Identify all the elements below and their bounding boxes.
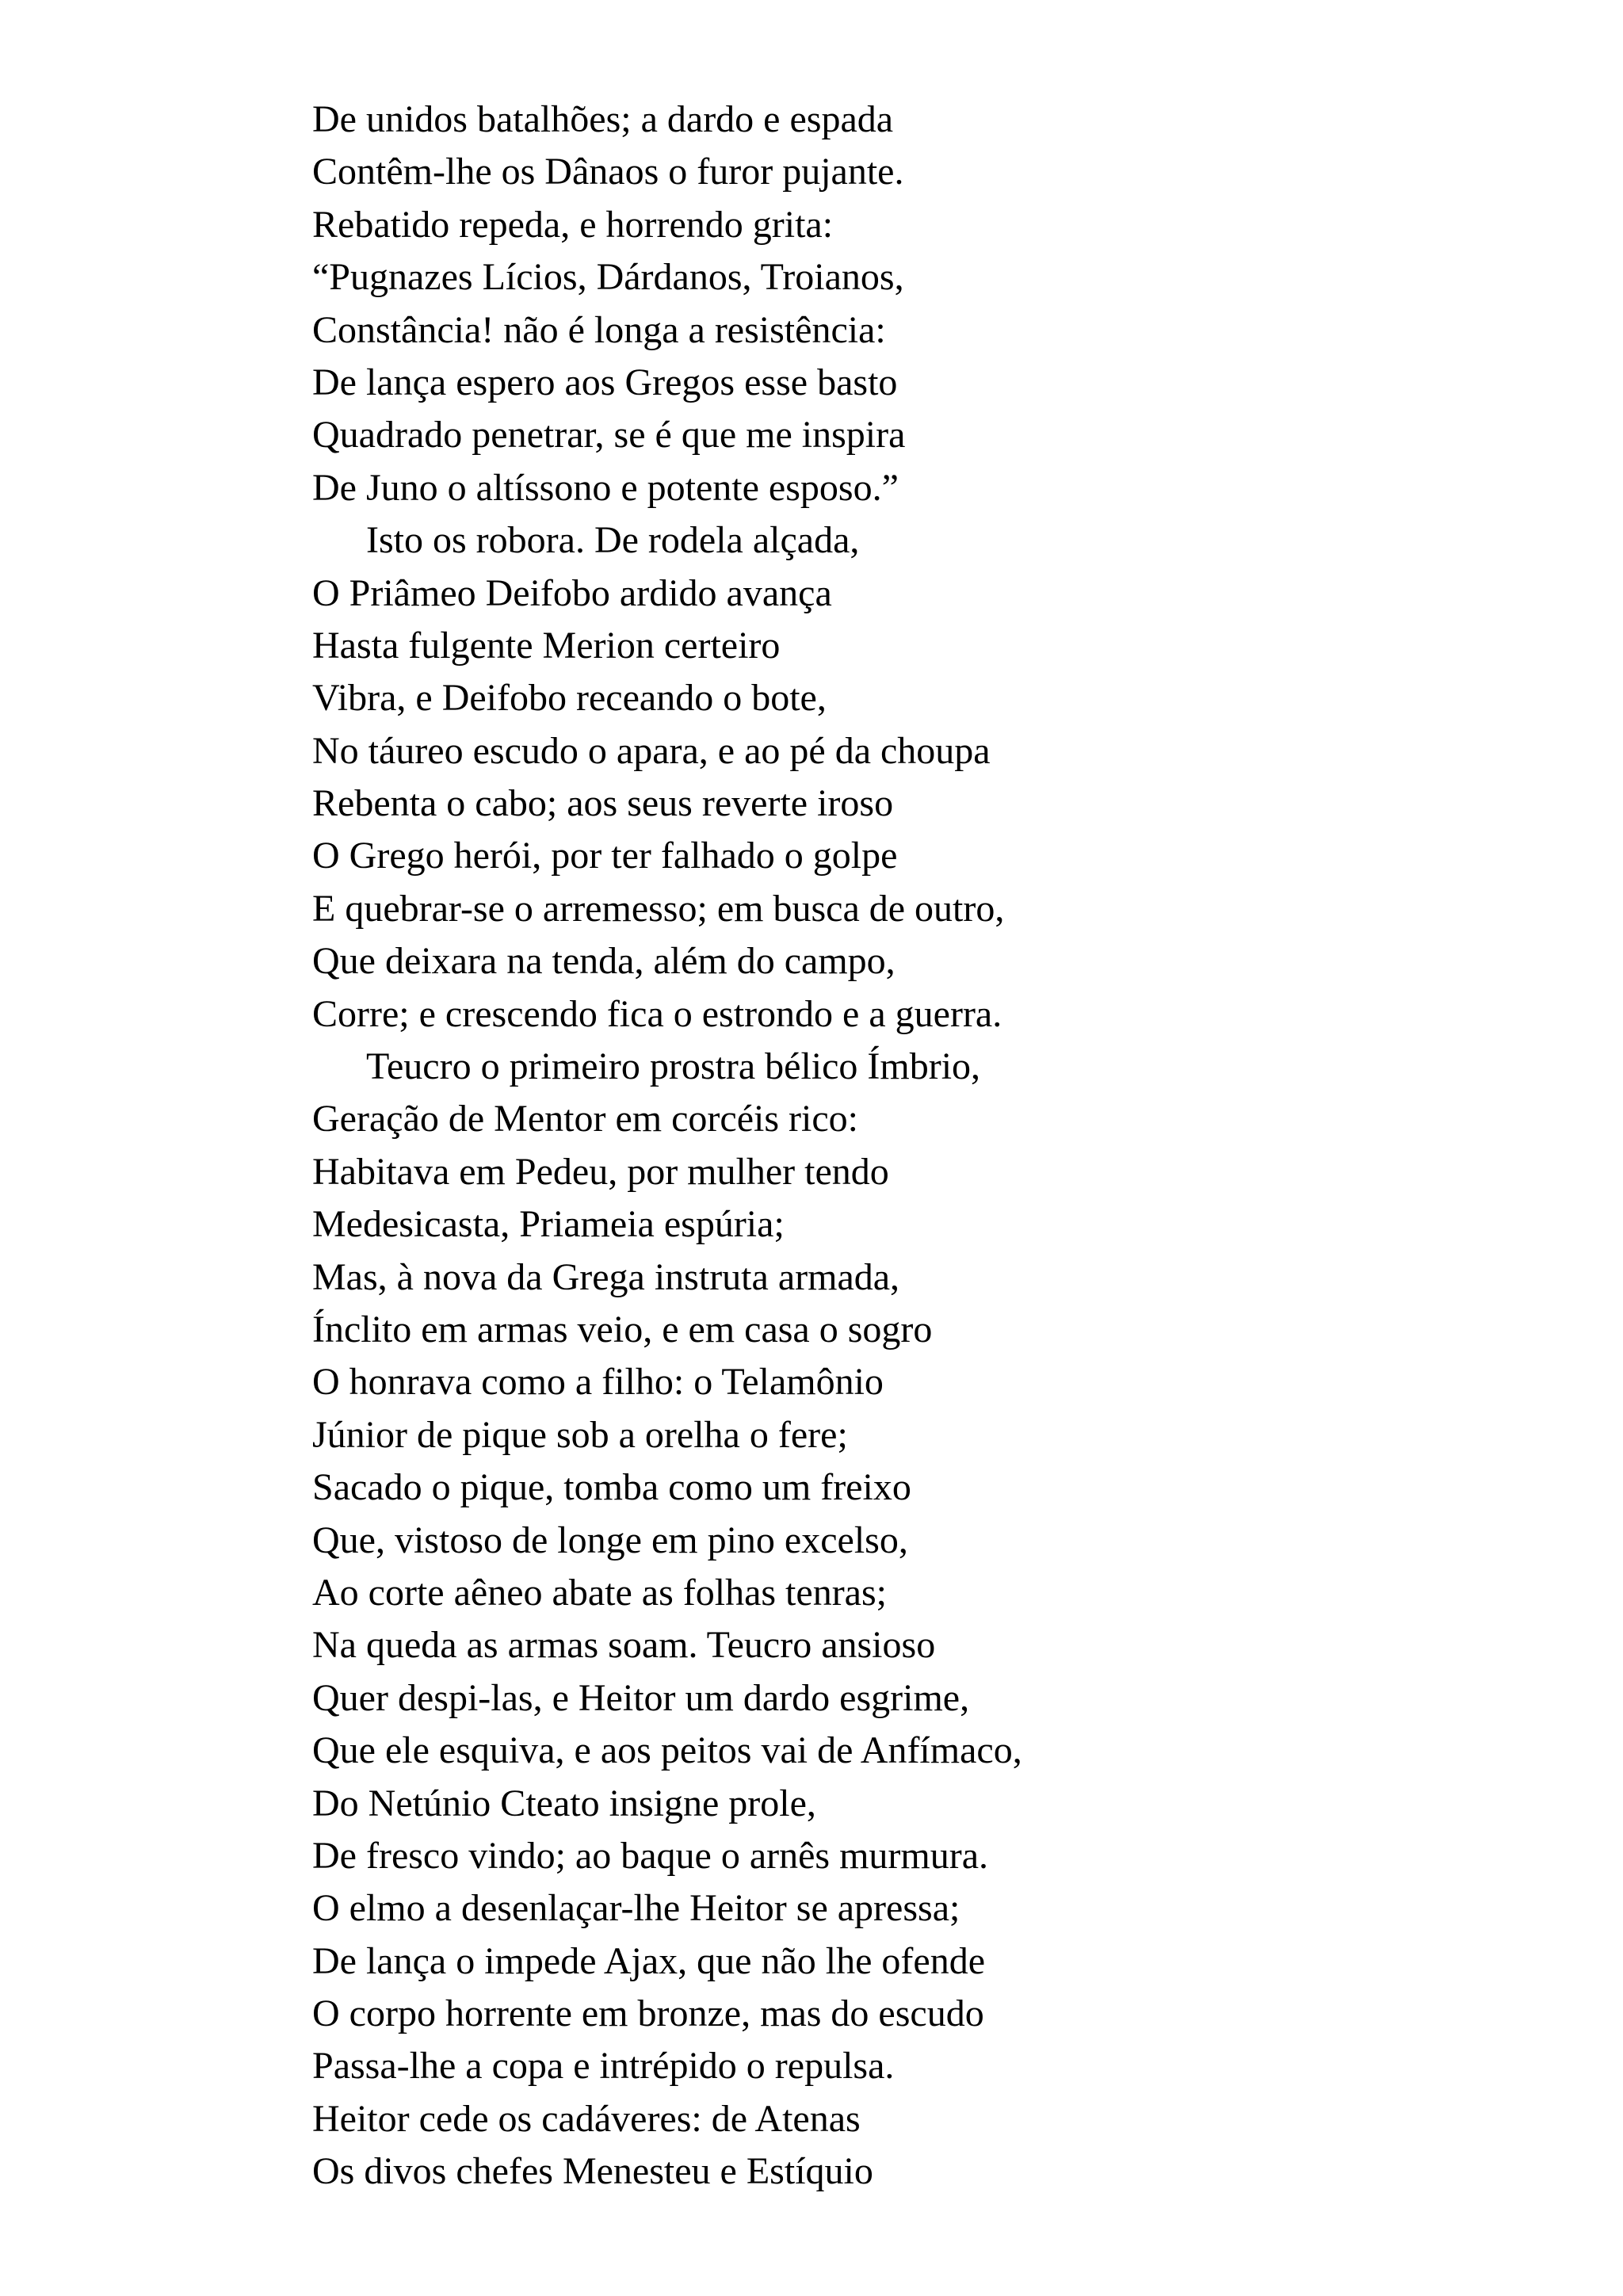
poem-line: Sacado o pique, tomba como um freixo [312, 1466, 911, 1509]
poem-line: Que, vistoso de longe em pino excelso, [312, 1519, 908, 1561]
poem-line: De lança o impede Ajax, que não lhe ofende [312, 1939, 985, 1982]
poem-line: Quer despi-las, e Heitor um dardo esgrime, [312, 1676, 970, 1719]
poem-line: O Priâmeo Deifobo ardido avança [312, 571, 832, 614]
poem-line: Mas, à nova da Grega instruta armada, [312, 1255, 900, 1298]
poem-line: De unidos batalhões; a dardo e espada [312, 98, 894, 140]
poem-line: Os divos chefes Menesteu e Estíquio [312, 2150, 873, 2193]
poem-line: Ao corte aêneo abate as folhas tenras; [312, 1571, 887, 1614]
poem-line: Corre; e crescendo fica o estrondo e a guerra. [312, 992, 1002, 1035]
poem-line: Teucro o primeiro prostra bélico Ímbrio, [366, 1045, 981, 1088]
poem-line: “Pugnazes Lícios, Dárdanos, Troianos, [312, 256, 904, 299]
poem-line: Vibra, e Deifobo receando o bote, [312, 677, 827, 720]
poem-line: Passa-lhe a copa e intrépido o repulsa. [312, 2045, 895, 2088]
poem-line: Constância! não é longa a resistência: [312, 308, 886, 351]
poem-line: E quebrar-se o arremesso; em busca de outro, [312, 887, 1005, 930]
poem-line: Contêm-lhe os Dânaos o furor pujante. [312, 151, 904, 193]
poem-line: Ínclito em armas veio, e em casa o sogro [312, 1308, 933, 1350]
poem-line: Quadrado penetrar, se é que me inspira [312, 414, 906, 457]
poem-line: Que ele esquiva, e aos peitos vai de Anfímaco, [312, 1729, 1022, 1772]
poem-text-block [312, 94, 1549, 2199]
poem-line: Geração de Mentor em corcéis rico: [312, 1098, 858, 1140]
poem-line: No táureo escudo o apara, e ao pé da choupa [312, 729, 991, 772]
poem-line: O honrava como a filho: o Telamônio [312, 1361, 884, 1404]
poem-line: O Grego herói, por ter falhado o golpe [312, 835, 898, 877]
poem-line: De fresco vindo; ao baque o arnês murmura. [312, 1834, 989, 1877]
poem-line: Rebatido repeda, e horrendo grita: [312, 203, 834, 246]
poem-line: Isto os robora. De rodela alçada, [366, 519, 860, 562]
poem-line: O elmo a desenlaçar-lhe Heitor se apressa; [312, 1887, 960, 1930]
poem-line: De lança espero aos Gregos esse basto [312, 361, 898, 403]
poem-line: Habitava em Pedeu, por mulher tendo [312, 1150, 889, 1193]
poem-line: Que deixara na tenda, além do campo, [312, 940, 896, 983]
poem-line: De Juno o altíssono e potente esposo.” [312, 466, 899, 509]
poem-line: Medesicasta, Priameia espúria; [312, 1203, 785, 1246]
poem-line: Hasta fulgente Merion certeiro [312, 624, 781, 667]
poem-line: Júnior de pique sob a orelha o fere; [312, 1413, 848, 1456]
poem-line: Do Netúnio Cteato insigne prole, [312, 1782, 816, 1824]
poem-line: Heitor cede os cadáveres: de Atenas [312, 2097, 861, 2140]
poem-line: O corpo horrente em bronze, mas do escudo [312, 1992, 984, 2035]
poem-line: Na queda as armas soam. Teucro ansioso [312, 1624, 936, 1667]
poem-line: Rebenta o cabo; aos seus reverte iroso [312, 782, 894, 825]
